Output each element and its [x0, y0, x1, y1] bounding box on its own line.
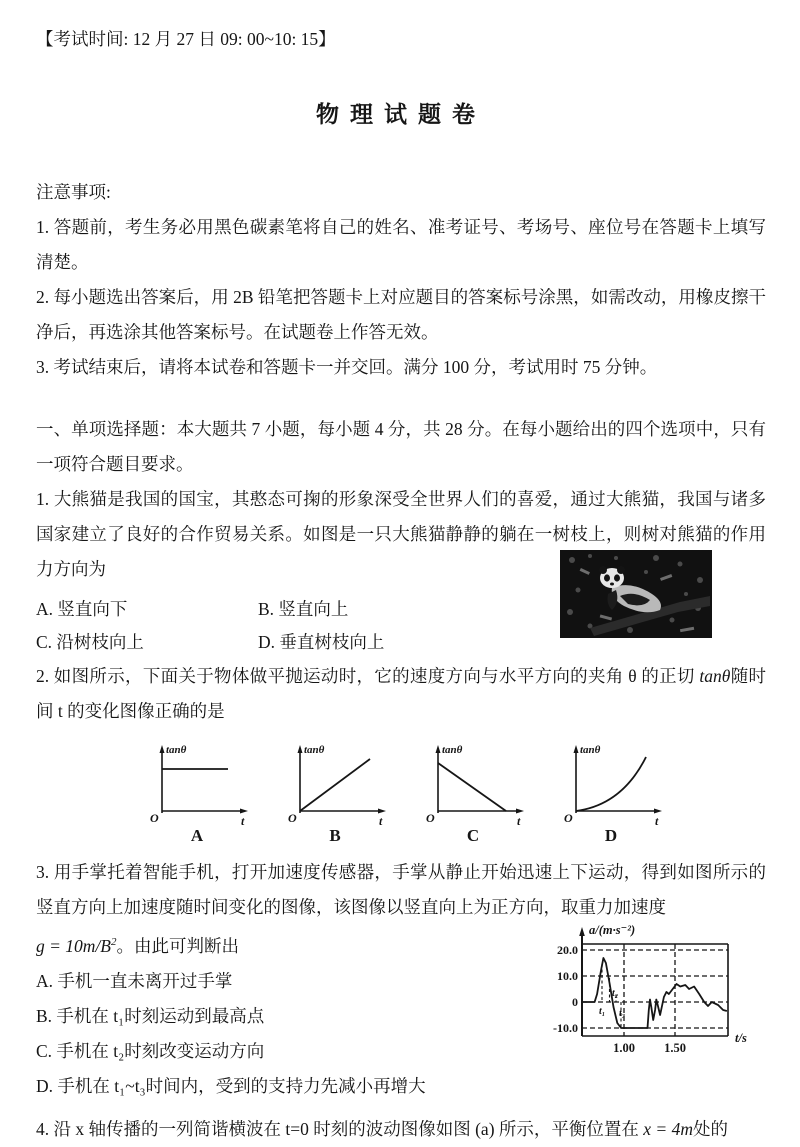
- ytick-0: 0: [572, 995, 578, 1009]
- question-2: [36, 659, 766, 845]
- question-1-text: 1. 大熊猫是我国的国宝，其憨态可掬的形象深受全世界人们的喜爱，通过大熊猫，我国与诸多国家建立了良好的合作贸易关系。如图是一只大熊猫静静的躺在一树枝上，则树对熊猫的作用力方向为: [36, 489, 766, 579]
- q3-option-d: D. 手机在 t₁~t₃时间内，受到的支持力先减小再增大: [36, 1075, 426, 1096]
- q1-option-d: D. 垂直树枝向上: [258, 632, 385, 652]
- question-3-formula: $g = 10m/B^2$。由此可判断出: [36, 935, 239, 956]
- graph-label-c: C: [466, 826, 480, 845]
- tan-theta-graph-b: [282, 737, 388, 829]
- q3-option-b: B. 手机在 t₁时刻运动到最高点: [36, 1005, 265, 1026]
- svg-text:O: O: [426, 811, 435, 825]
- q3-option-c: C. 手机在 t₂时刻改变运动方向: [36, 1040, 265, 1061]
- graph-label-b: B: [329, 826, 341, 845]
- tan-theta-math: tanθ: [699, 666, 731, 686]
- note-item-1: 1. 答题前，考生务必用黑色碳素笔将自己的姓名、准考证号、考场号、座位号在答题卡上填写清楚。: [36, 217, 766, 272]
- question-3-text: 3. 用手掌托着智能手机，打开加速度传感器，手掌从静止开始迅速上下运动，得到如图所示的竖直方向上加速度随时间变化的图像，该图像以竖直向上为正方向，取重力加速度: [36, 862, 766, 917]
- ytick-neg10: -10.0: [553, 1021, 578, 1035]
- svg-text:t: t: [517, 814, 521, 828]
- graph-label-d: D: [604, 826, 618, 845]
- note-item-2: 2. 每小题选出答案后，用 2B 铅笔把答题卡上对应题目的答案标号涂黑，如需改动，用橡皮擦干净后，再选涂其他答案标号。在试题卷上作答无效。: [36, 287, 766, 342]
- curve: [438, 763, 506, 811]
- svg-text:tanθ: tanθ: [304, 744, 325, 756]
- svg-text:tanθ: tanθ: [442, 744, 463, 756]
- t2-label: t₂: [612, 988, 619, 999]
- y-axis-label: a/(m·s⁻²): [589, 923, 636, 937]
- graph-option-b: [282, 737, 388, 845]
- t1-label: t₁: [599, 1006, 606, 1017]
- panda-photo: [560, 550, 712, 638]
- note-item-3: 3. 考试结束后，请将本试卷和答题卡一并交回。满分 100 分，考试用时 75 分钟。: [36, 357, 658, 377]
- ytick-10: 10.0: [557, 969, 578, 983]
- question-3: [36, 855, 766, 1104]
- graph-option-d: [558, 737, 664, 845]
- graph-label-a: A: [190, 826, 204, 845]
- tan-theta-graph-d: [558, 737, 664, 829]
- curve: [576, 757, 646, 811]
- svg-text:O: O: [288, 811, 297, 825]
- xtick-100: 1.00: [613, 1041, 635, 1055]
- curve: [300, 759, 370, 811]
- graph-option-a: [144, 737, 250, 845]
- question-1-options: [36, 593, 536, 659]
- svg-text:t: t: [241, 814, 245, 828]
- t3-label: t₃: [619, 1008, 626, 1019]
- question-2-text: 2. 如图所示，下面关于物体做平抛运动时，它的速度方向与水平方向的夹角 θ 的正切 tanθ随时间 t 的变化图像正确的是: [36, 666, 767, 721]
- svg-text:tanθ: tanθ: [580, 744, 601, 756]
- svg-text:O: O: [564, 811, 573, 825]
- question-4-text: 4. 沿 x 轴传播的一列简谐横波在 t=0 时刻的波动图像如图 (a) 所示，平衡位置在 x = 4m处的: [36, 1118, 728, 1139]
- exam-time: 【考试时间: 12 月 27 日 09: 00~10: 15】: [36, 29, 336, 49]
- q3-option-a: A. 手机一直未离开过手掌: [36, 970, 233, 991]
- question-1: [36, 482, 766, 659]
- svg-text:O: O: [150, 811, 159, 825]
- svg-text:t: t: [655, 814, 659, 828]
- q1-option-b: B. 竖直向上: [258, 599, 349, 619]
- x-position-math: x = 4m: [643, 1118, 693, 1139]
- q1-option-c: C. 沿树枝向上: [36, 632, 144, 652]
- x-axis-label: t/s: [735, 1031, 747, 1045]
- tan-theta-graph-a: [144, 737, 250, 829]
- page-title: 物理试题卷: [316, 102, 486, 127]
- section-heading: 一、单项选择题：本大题共 7 小题，每小题 4 分，共 28 分。在每小题给出的四个选项中，只有一项符合题目要求。: [36, 419, 766, 474]
- xtick-150: 1.50: [664, 1041, 686, 1055]
- acceleration-curve: [582, 958, 727, 1028]
- svg-text:tanθ: tanθ: [166, 744, 187, 756]
- notes-section: [36, 175, 766, 385]
- tan-theta-graph-c: [420, 737, 526, 829]
- question-2-graphs: [144, 737, 766, 845]
- acceleration-time-graph: [532, 917, 772, 1085]
- q1-option-a: A. 竖直向下: [36, 599, 128, 619]
- ytick-20: 20.0: [557, 943, 578, 957]
- question-4: [36, 1112, 766, 1147]
- svg-text:t: t: [379, 814, 383, 828]
- notes-heading: 注意事项:: [36, 182, 111, 202]
- graph-option-c: [420, 737, 526, 845]
